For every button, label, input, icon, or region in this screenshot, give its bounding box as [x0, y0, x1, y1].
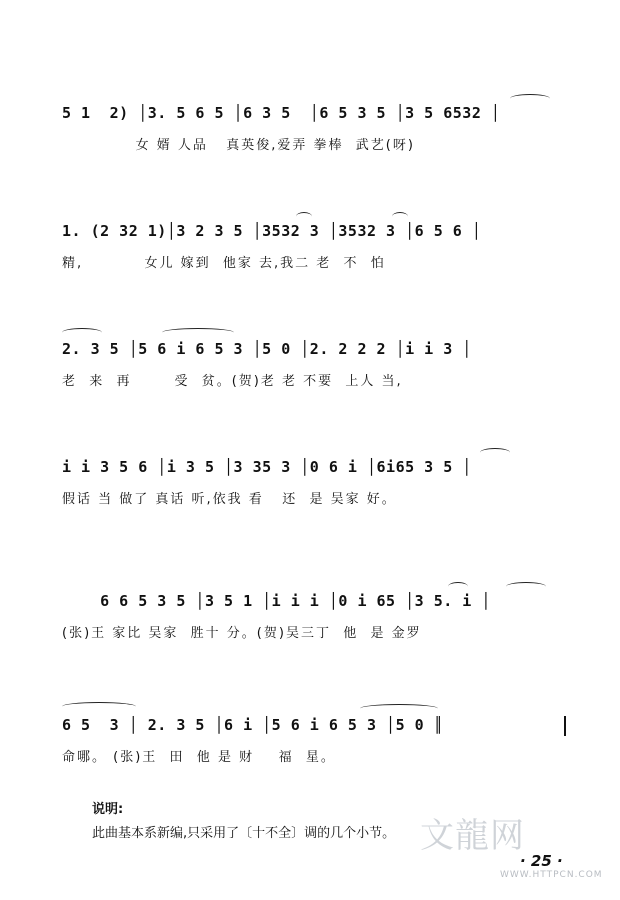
slur-mark	[448, 582, 468, 591]
explanation-text: 此曲基本系新编,只采用了〔十不全〕调的几个小节。	[92, 826, 396, 841]
slur-mark	[62, 328, 102, 337]
slur-mark	[296, 212, 312, 221]
lyrics-line: (张)王 家比 吴家 胜十 分。(贺)吴三丁 他 是 金罗	[62, 626, 422, 641]
lyrics-line: 女 婿 人品 真英俊,爱弄 拳棒 武艺(呀)	[62, 138, 415, 153]
slur-mark	[360, 704, 438, 713]
slur-mark	[162, 328, 234, 337]
slur-mark	[506, 582, 546, 591]
watermark	[420, 808, 620, 898]
lyrics-line: 老 来 再 受 贫。(贺)老 老 不要 上人 当,	[62, 374, 403, 389]
slur-mark	[510, 94, 550, 103]
notation-line: 6 6 5 3 5 │3 5 1 │i i i │0 i 65 │3 5. i │	[62, 592, 491, 610]
slur-mark	[62, 702, 136, 711]
watermark-url: WWW.HTTPCN.COM	[500, 870, 603, 880]
notation-line: 2. 3 5 │5 6 i 6 5 3 │5 0 │2. 2 2 2 │i i 3 │	[62, 340, 472, 358]
notation-line: 5 1 2) │3. 5 6 5 │6 3 5 │6 5 3 5 │3 5 6532 │	[62, 104, 501, 122]
slur-mark	[480, 448, 510, 457]
explanation-title: 说明:	[92, 802, 124, 817]
lyrics-line: 精, 女儿 嫁到 他家 去,我二 老 不 怕	[62, 256, 386, 271]
page-number: · 25 ·	[520, 852, 563, 870]
final-barline	[564, 716, 566, 736]
slur-mark	[392, 212, 408, 221]
notation-line: i i 3 5 6 │i 3 5 │3 35 3 │0 6 i │6i65 3 5 │	[62, 458, 472, 476]
watermark-logo: 文龍网	[420, 816, 525, 856]
lyrics-line: 命哪。 (张)王 田 他 是 财 福 星。	[62, 750, 336, 765]
lyrics-line: 假话 当 做了 真话 听,依我 看 还 是 吴家 好。	[62, 492, 397, 507]
notation-line: 1. (2 32 1)│3 2 3 5 │3532 3 │3532 3 │6 5 6 │	[62, 222, 482, 240]
notation-line: 6 5 3 │ 2. 3 5 │6 i │5 6 i 6 5 3 │5 0 ║	[62, 716, 444, 734]
